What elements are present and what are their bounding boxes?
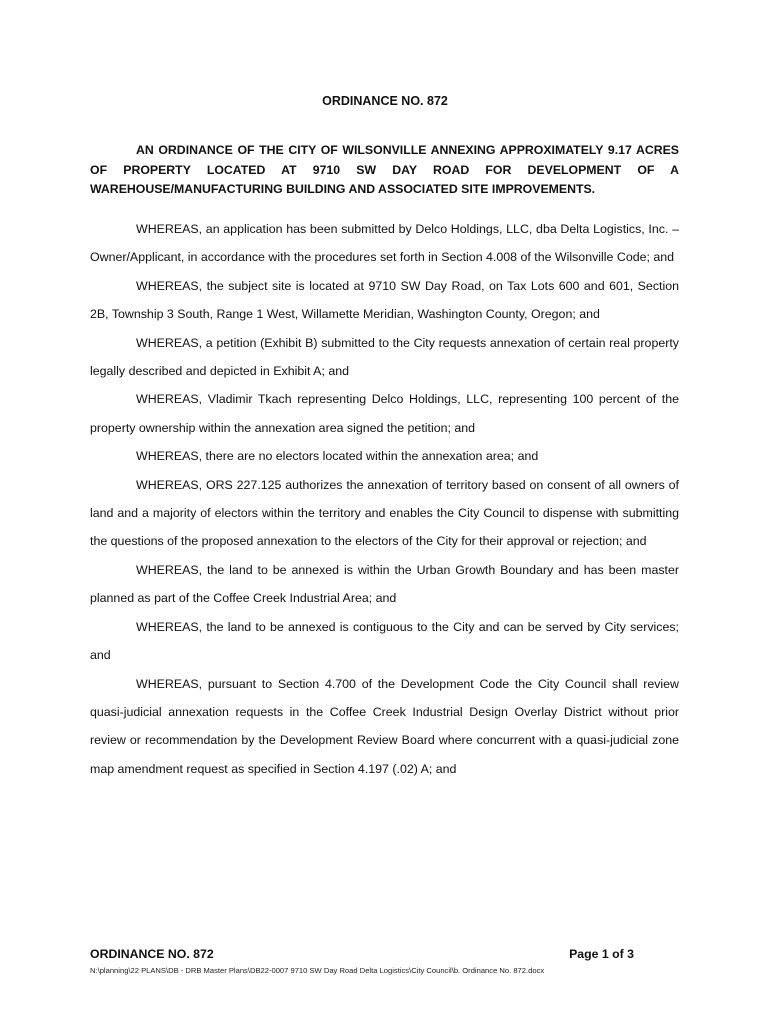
whereas-paragraph: WHEREAS, the subject site is located at 9710 SW Day Road, on Tax Lots 600 and 601, Section 2B, Township 3 South, Range 1 West, Willamette Meridian, Washington County, Oregon; and [90,278,679,322]
whereas-paragraph: WHEREAS, the land to be annexed is within the Urban Growth Boundary and has been master planned as part of the Coffee Creek Industrial Area; and [90,562,679,606]
document-title: ORDINANCE NO. 872 [322,94,448,108]
whereas-paragraph: WHEREAS, pursuant to Section 4.700 of the Development Code the City Council shall review quasi-judicial annexation requests in the Coffee Creek Industrial Design Overlay District without prior review or recommendation by the Development Review Board where concurrent with a quasi-judicial zone map amendment request as specified in Section 4.197 (.02) A; and [90,676,679,776]
whereas-paragraph: WHEREAS, an application has been submitted by Delco Holdings, LLC, dba Delta Logistics, Inc. – Owner/Applicant, in accordance with the procedures set forth in Section 4.008 of the Wilsonville Code; and [90,222,679,265]
footer-title: ORDINANCE NO. 872 [90,947,214,961]
whereas-paragraph: WHEREAS, a petition (Exhibit B) submitted to the City requests annexation of certain real property legally described and depicted in Exhibit A; and [90,335,679,379]
whereas-paragraph: WHEREAS, the land to be annexed is contiguous to the City and can be served by City services; and [90,619,679,663]
footer-page-number: Page 1 of 3 [569,947,634,961]
whereas-paragraph: WHEREAS, ORS 227.125 authorizes the annexation of territory based on consent of all owners of land and a majority of electors within the territory and enables the City Council to dispense with submitting the questions of the proposed annexation to the electors of the City for their approval or rejection; and [90,477,679,549]
document-body [90,215,679,783]
footer-file-path: N:\planning\22 PLANS\DB - DRB Master Plans\DB22-0007 9710 SW Day Road Delta Logistics\City Council\b. Ordinance No. 872.docx [90,966,545,975]
whereas-paragraph: WHEREAS, Vladimir Tkach representing Delco Holdings, LLC, representing 100 percent of the property ownership within the annexation area signed the petition; and [90,392,679,435]
whereas-paragraph: WHEREAS, there are no electors located within the annexation area; and [136,449,539,464]
ordinance-heading: AN ORDINANCE OF THE CITY OF WILSONVILLE ANNEXING APPROXIMATELY 9.17 ACRES OF PROPERTY LOCATED AT 9710 SW DAY ROAD FOR DEVELOPMENT OF A WAREHOUSE/MANUFACTURING BUILDING AND ASSOCIATED SITE IMPROVEMENTS. [90,143,679,196]
